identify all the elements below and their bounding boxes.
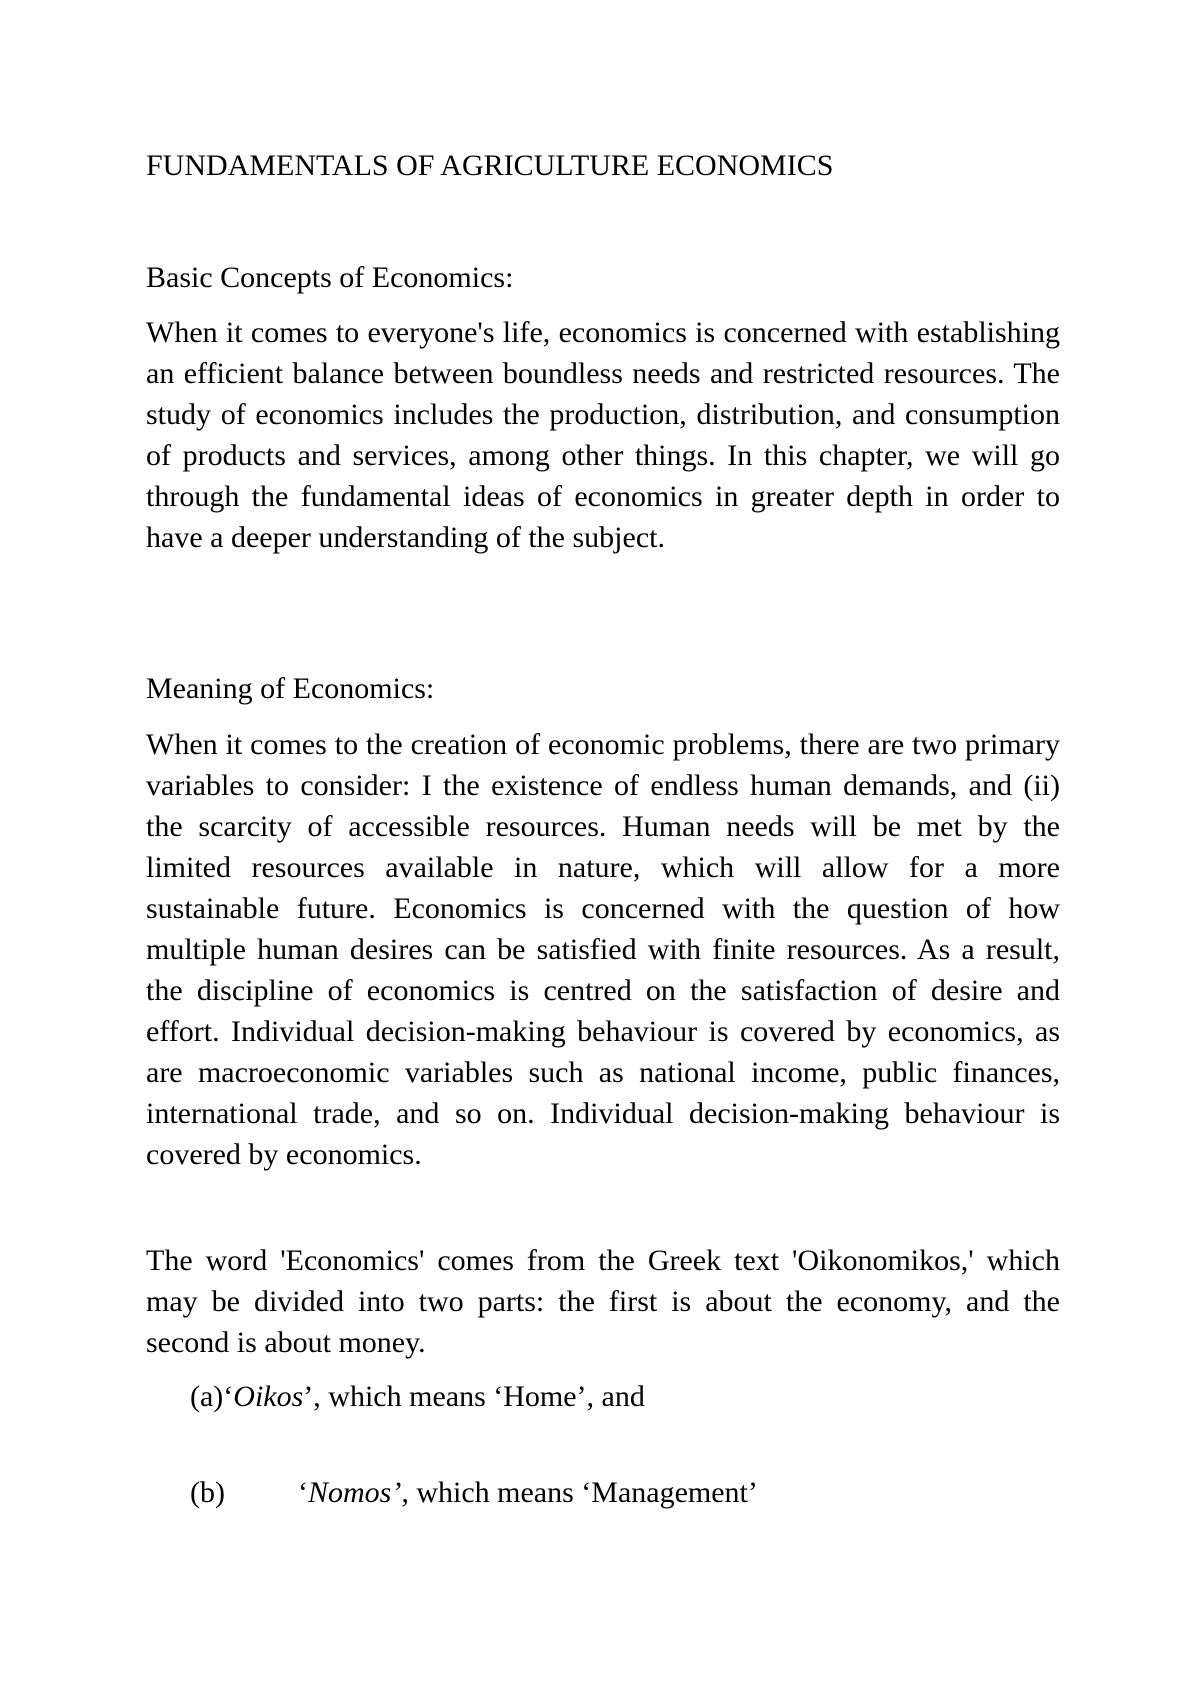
- close-quote: ’: [303, 1380, 314, 1413]
- term-nomos: Nomos’,: [308, 1476, 409, 1509]
- document-title: FUNDAMENTALS OF AGRICULTURE ECONOMICS: [146, 149, 834, 182]
- list-item-oikos: [190, 1377, 645, 1417]
- section-heading-meaning: Meaning of Economics:: [146, 672, 435, 705]
- list-marker: (b): [190, 1476, 225, 1509]
- list-item-text: , which means ‘Home’, and: [313, 1380, 645, 1413]
- list-item-nomos: [190, 1473, 758, 1513]
- open-quote: ‘: [223, 1380, 234, 1413]
- section-heading-basic-concepts: Basic Concepts of Economics:: [146, 261, 514, 294]
- list-marker: (a): [190, 1380, 224, 1413]
- section-paragraph-meaning: When it comes to the creation of economic problems, there are two primary variables to consider: I the existence of endless human demands, and (ii) the scarcity of accessible resources. Human needs will be met by the limited resources available in nature, which will allow for a more sustainable future. Economics is concerned with the question of how multiple human desires can be satisfied with finite resources. As a result, the discipline of economics is centred on the satisfaction of desire and effort. Individual decision-making behaviour is covered by economics, as are macroeconomic variables such as national income, public finances, international trade, and so on. Individual decision-making behaviour is covered by economics.: [146, 728, 1060, 1171]
- term-oikos: Oikos: [233, 1380, 304, 1413]
- list-item-text: which means ‘Management’: [408, 1476, 758, 1509]
- section-paragraph-basic-concepts: When it comes to everyone's life, economics is concerned with establishing an efficient balance between boundless needs and restricted resources. The study of economics includes the production, distribution, and consumption of products and services, among other things. In this chapter, we will go through the fundamental ideas of economics in greater depth in order to have a deeper understanding of the subject.: [146, 316, 1060, 554]
- open-quote: ‘: [298, 1476, 308, 1509]
- document-page: [146, 0, 1060, 1698]
- etymology-paragraph: The word 'Economics' comes from the Greek text 'Oikonomikos,' which may be divided into two parts: the first is about the economy, and the second is about money.: [146, 1244, 1060, 1359]
